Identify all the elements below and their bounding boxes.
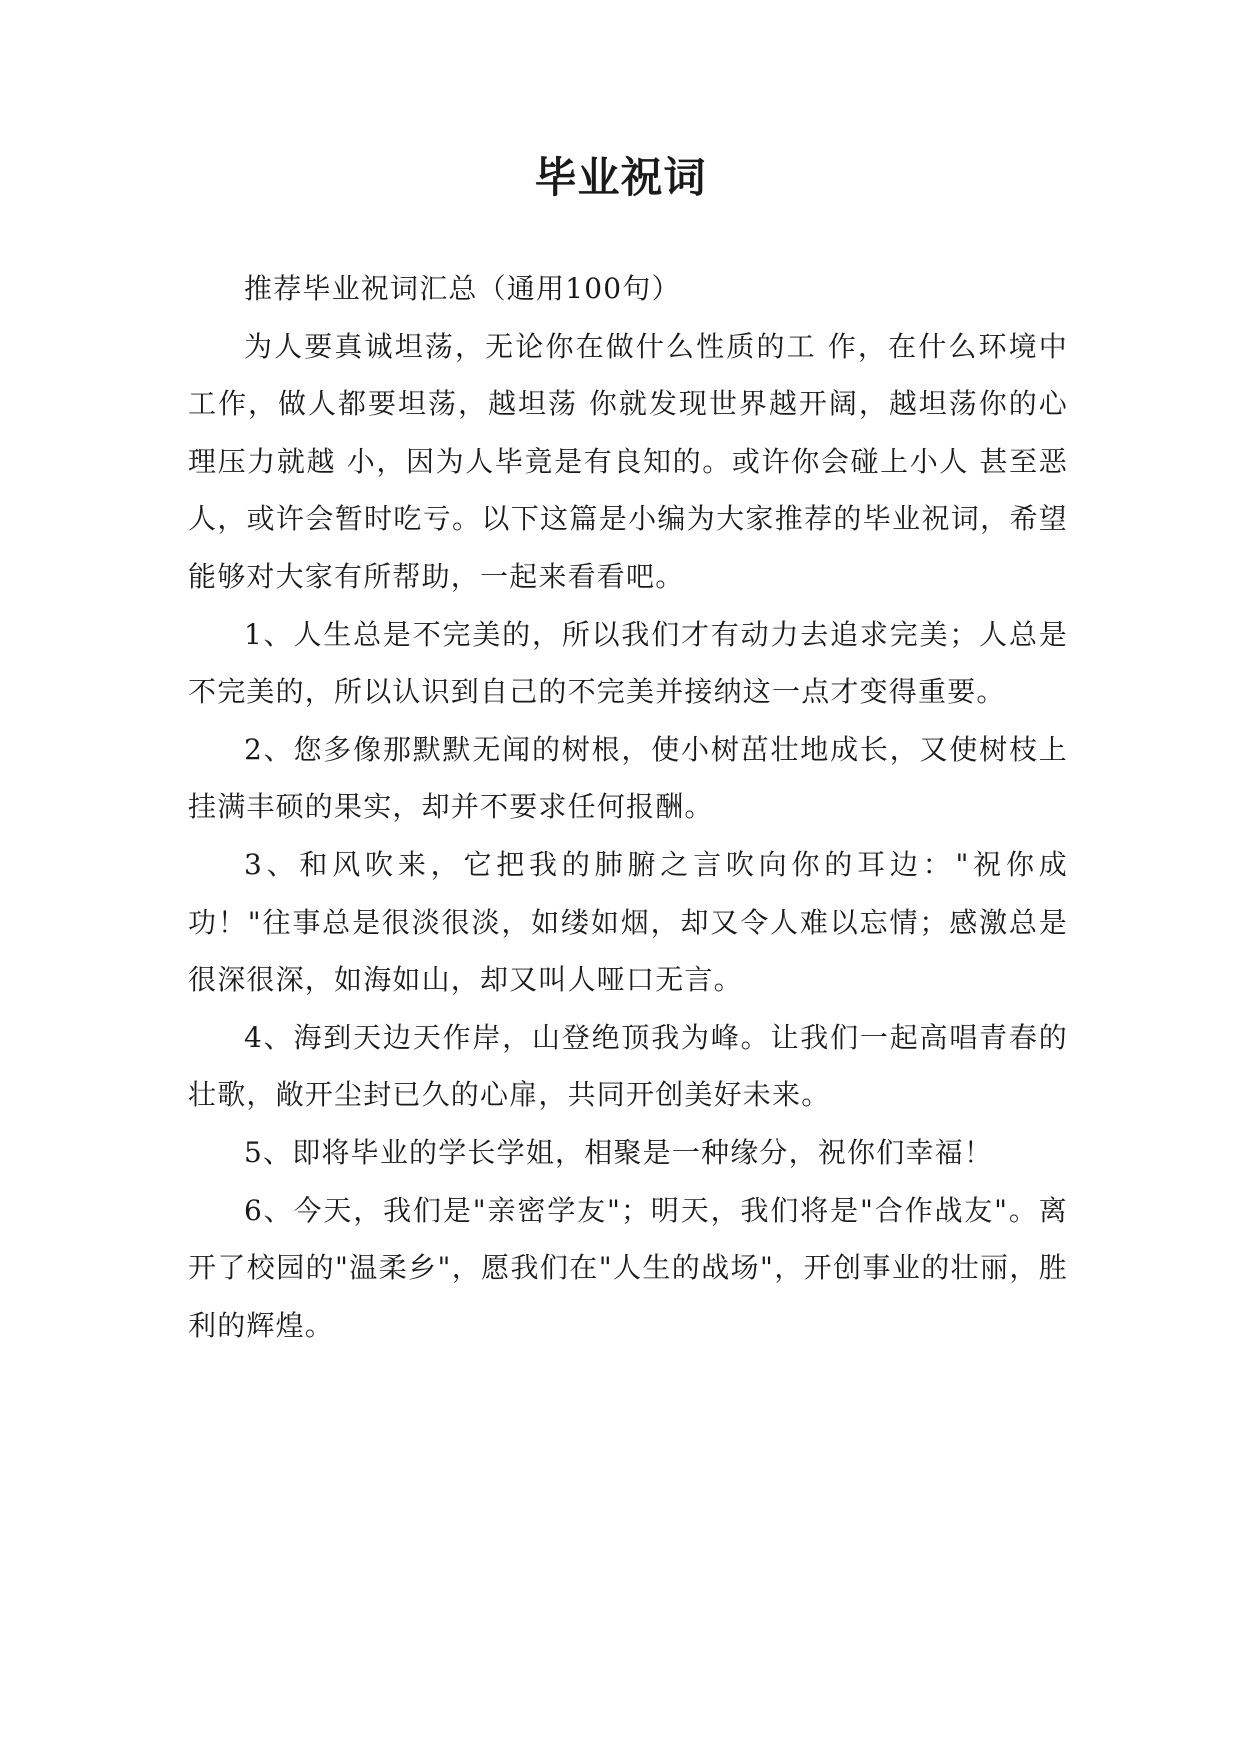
- paragraph-item-4: 4、海到天边天作岸，山登绝顶我为峰。让我们一起高唱青春的壮歌，敞开尘封已久的心扉，共同开创美好未来。: [188, 1020, 1068, 1112]
- paragraph-item-5: 5、即将毕业的学长学姐，相聚是一种缘分，祝你们幸福！: [244, 1135, 994, 1169]
- paragraph-subtitle: 推荐毕业祝词汇总（通用100句）: [244, 272, 681, 305]
- paragraph-item-6: 6、今天，我们是"亲密学友"；明天，我们将是"合作战友"。离开了校园的"温柔乡"，愿我们在"人生的战场"，开创事业的壮丽，胜利的辉煌。: [188, 1193, 1068, 1342]
- document-title: 毕业祝词: [534, 153, 707, 202]
- paragraph-item-3: 3、和风吹来，它把我的肺腑之言吹向你的耳边："祝你成功！"往事总是很淡很淡，如缕如烟，却又令人难以忘情；感激总是很深很深，如海如山，却又叫人哑口无言。: [188, 847, 1068, 997]
- document-body: [188, 260, 1068, 1354]
- paragraph-item-2: 2、您多像那默默无闻的树根，使小树茁壮地成长，又使树枝上挂满丰硕的果实，却并不要求任何报酬。: [188, 732, 1068, 824]
- paragraph-item-1: 1、人生总是不完美的，所以我们才有动力去追求完美；人总是不完美的，所以认识到自己的不完美并接纳这一点才变得重要。: [188, 617, 1068, 709]
- paragraph-intro: 为人要真诚坦荡，无论你在做什么性质的工 作，在什么环境中工作，做人都要坦荡，越坦荡 你就发现世界越开阔，越坦荡你的心理压力就越 小，因为人毕竟是有良知的。或许你会碰上小人 甚至恶人，或许会暂时吃亏。以下这篇是小编为大家推荐的毕业祝词，希望能够对大家有所帮助，一起来看看吧。: [188, 329, 1068, 593]
